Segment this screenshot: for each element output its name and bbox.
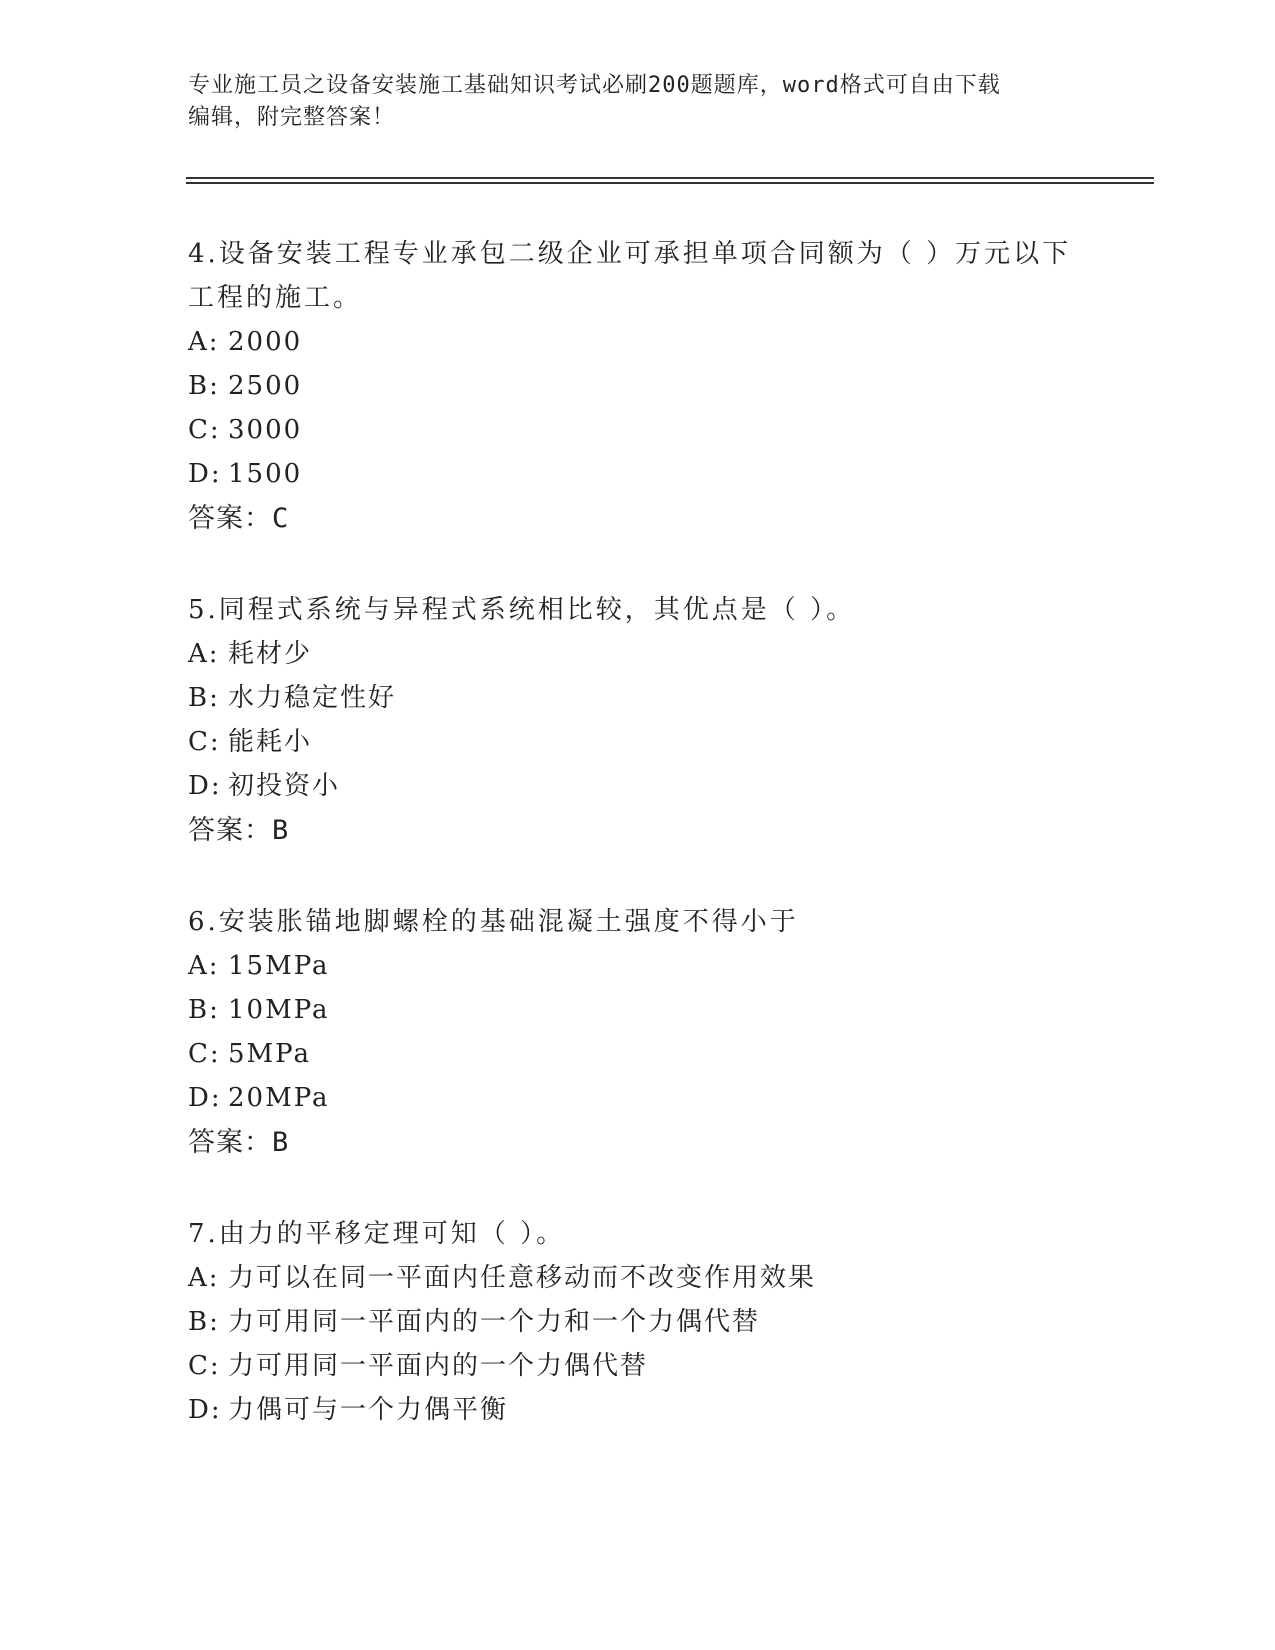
option-b [188, 364, 1148, 408]
question-stem [188, 1212, 1148, 1256]
answer-value: B [272, 815, 290, 846]
option-d [188, 1388, 1148, 1432]
option-label: B: [188, 683, 220, 713]
question-stem-line: 4.设备安装工程专业承包二级企业可承担单项合同额为（ ）万元以下 [188, 239, 1072, 269]
question-4 [188, 232, 1148, 542]
option-text: 5MPa [228, 1039, 311, 1069]
header-divider-bottom [186, 182, 1154, 184]
option-label: A: [188, 1263, 220, 1293]
question-stem [188, 588, 1148, 632]
option-text: 力可用同一平面内的一个力和一个力偶代替 [228, 1307, 761, 1337]
option-d [188, 764, 1148, 808]
option-text: 力偶可与一个力偶平衡 [228, 1395, 509, 1425]
option-label: D: [188, 1395, 222, 1425]
option-text: 20MPa [228, 1083, 330, 1113]
question-list [188, 232, 1148, 1478]
option-label: C: [188, 727, 221, 757]
header-title-line-2: 编辑，附完整答案！ [188, 105, 396, 130]
question-7 [188, 1212, 1148, 1432]
option-label: C: [188, 1039, 221, 1069]
option-c [188, 1032, 1148, 1076]
question-stem [188, 900, 1148, 944]
document-header [188, 70, 1088, 134]
header-divider-top [186, 177, 1154, 179]
option-text: 10MPa [228, 995, 330, 1025]
option-label: B: [188, 1307, 220, 1337]
option-text: 力可以在同一平面内任意移动而不改变作用效果 [228, 1263, 817, 1293]
answer-label: 答案： [188, 815, 272, 846]
option-d [188, 452, 1148, 496]
option-label: A: [188, 951, 220, 981]
question-stem-line: 7.由力的平移定理可知（ ）。 [188, 1219, 566, 1249]
question-5 [188, 588, 1148, 854]
option-b [188, 1300, 1148, 1344]
option-text: 15MPa [228, 951, 330, 981]
option-label: A: [188, 327, 220, 357]
option-text: 能耗小 [228, 727, 313, 757]
option-text: 2000 [228, 327, 303, 357]
option-text: 初投资小 [228, 771, 341, 801]
question-stem-line: 6.安装胀锚地脚螺栓的基础混凝土强度不得小于 [188, 907, 799, 937]
option-label: D: [188, 771, 222, 801]
answer [188, 808, 1148, 854]
option-label: B: [188, 371, 220, 401]
question-6 [188, 900, 1148, 1166]
header-title-line-1: 专业施工员之设备安装施工基础知识考试必刷200题题库，word格式可自由下载 [188, 73, 1001, 98]
question-stem-line: 5.同程式系统与异程式系统相比较，其优点是（ ）。 [188, 595, 856, 625]
option-a [188, 944, 1148, 988]
option-b [188, 676, 1148, 720]
option-c [188, 408, 1148, 452]
option-c [188, 1344, 1148, 1388]
option-text: 2500 [228, 371, 303, 401]
option-label: C: [188, 415, 221, 445]
option-a [188, 1256, 1148, 1300]
option-label: D: [188, 459, 222, 489]
option-label: D: [188, 1083, 222, 1113]
option-d [188, 1076, 1148, 1120]
answer [188, 496, 1148, 542]
question-stem [188, 232, 1148, 320]
option-text: 水力稳定性好 [228, 683, 397, 713]
answer-value: B [272, 1127, 290, 1158]
option-b [188, 988, 1148, 1032]
option-a [188, 632, 1148, 676]
answer [188, 1120, 1148, 1166]
option-text: 力可用同一平面内的一个力偶代替 [228, 1351, 649, 1381]
option-label: C: [188, 1351, 221, 1381]
option-label: A: [188, 639, 220, 669]
option-a [188, 320, 1148, 364]
answer-label: 答案： [188, 1127, 272, 1158]
option-text: 1500 [228, 459, 303, 489]
option-c [188, 720, 1148, 764]
question-stem-line: 工程的施工。 [188, 283, 363, 313]
answer-label: 答案： [188, 503, 272, 534]
answer-value: C [272, 503, 290, 534]
option-label: B: [188, 995, 220, 1025]
option-text: 耗材少 [228, 639, 313, 669]
option-text: 3000 [228, 415, 303, 445]
